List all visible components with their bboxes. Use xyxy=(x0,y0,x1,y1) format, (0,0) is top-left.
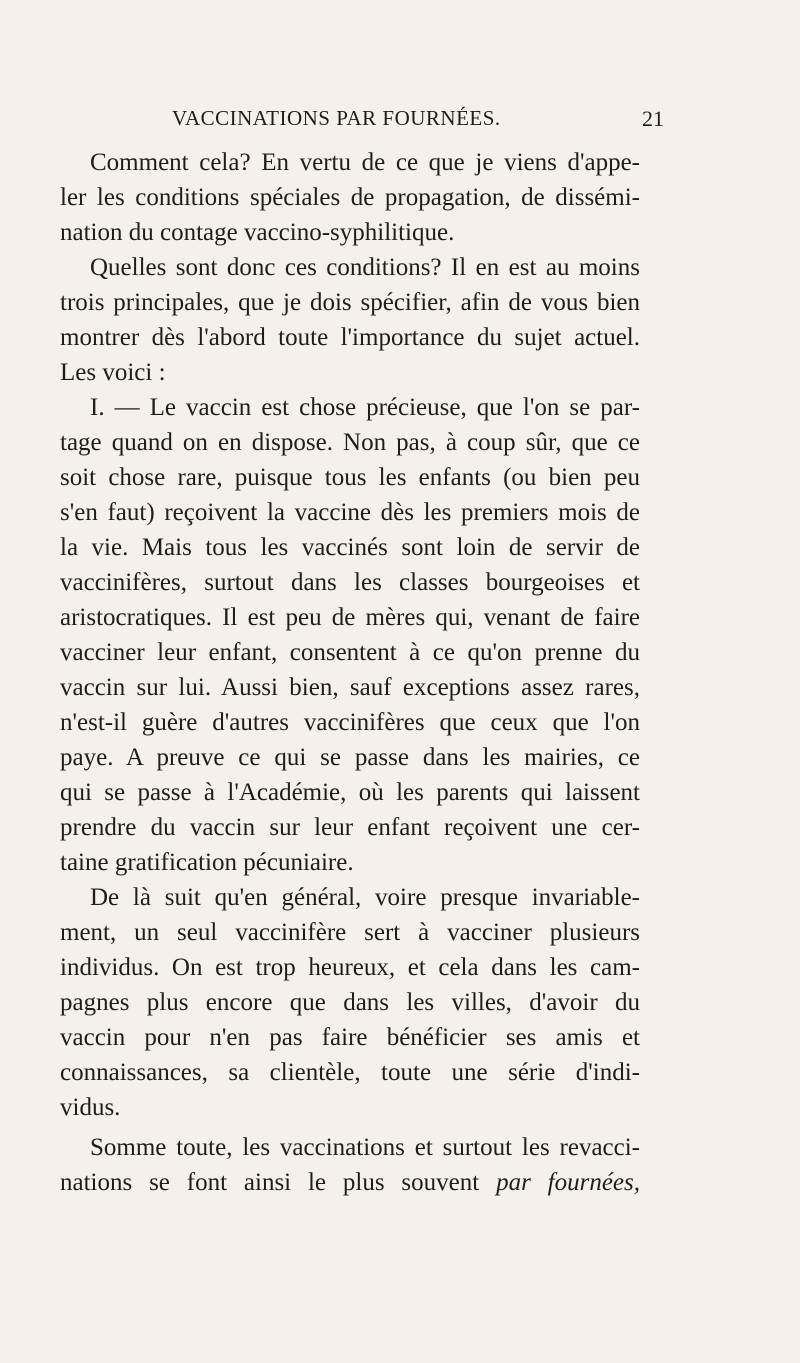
text-line-part: nations se font ainsi le plus souvent xyxy=(60,1169,480,1196)
running-title: VACCINATIONS PAR FOURNÉES. xyxy=(172,106,501,130)
text-line: Comment cela? En vertu de ce que je viens d'appe- xyxy=(90,149,640,176)
text-line: vacciner leur enfant, consentent à ce qu'on prenne du xyxy=(60,639,640,666)
text-line: individus. On est trop heureux, et cela dans les cam- xyxy=(60,954,640,981)
text-line: ment, un seul vaccinifère sert à vacciner plusieurs xyxy=(60,919,640,946)
text-line: trois principales, que je dois spécifier, afin de vous bien xyxy=(60,289,640,316)
text-line: pagnes plus encore que dans les villes, d'avoir du xyxy=(60,989,640,1016)
text-line: qui se passe à l'Académie, où les parents qui laissent xyxy=(60,779,640,806)
text-line: Somme toute, les vaccinations et surtout les revacci- xyxy=(90,1134,640,1161)
text-line: la vie. Mais tous les vaccinés sont loin de servir de xyxy=(60,534,640,561)
text-line: soit chose rare, puisque tous les enfants (ou bien peu xyxy=(60,464,640,491)
text-line: nation du contage vaccino-syphilitique. xyxy=(60,219,455,246)
text-line: aristocratiques. Il est peu de mères qui, venant de faire xyxy=(60,604,640,631)
text-line: connaissances, sa clientèle, toute une série d'indi- xyxy=(60,1059,640,1086)
text-line: Les voici : xyxy=(60,359,166,386)
running-head xyxy=(0,106,800,136)
text-line: taine gratification pécuniaire. xyxy=(60,849,354,876)
text-line: Quelles sont donc ces conditions? Il en est au moins xyxy=(90,254,640,281)
body-text xyxy=(60,145,640,1200)
text-line: paye. A preuve ce qui se passe dans les mairies, ce xyxy=(60,744,640,771)
text-line: vaccin sur lui. Aussi bien, sauf exceptions assez rares, xyxy=(60,674,640,701)
text-line: tage quand on en dispose. Non pas, à coup sûr, que ce xyxy=(60,429,640,456)
text-line: vaccinifères, surtout dans les classes bourgeoises et xyxy=(60,569,640,596)
text-line: De là suit qu'en général, voire presque invariable- xyxy=(90,884,640,911)
text-line: montrer dès l'abord toute l'importance du sujet actuel. xyxy=(60,324,640,351)
text-line-final xyxy=(60,1165,640,1200)
text-line: I. — Le vaccin est chose précieuse, que l'on se par- xyxy=(90,394,640,421)
text-line: ler les conditions spéciales de propagation, de dissémi- xyxy=(60,184,640,211)
text-line: s'en faut) reçoivent la vaccine dès les premiers mois de xyxy=(60,499,640,526)
italic-phrase: par fournées, xyxy=(496,1169,640,1196)
text-line: vidus. xyxy=(60,1094,121,1121)
page-number: 21 xyxy=(642,106,664,131)
text-line: prendre du vaccin sur leur enfant reçoivent une cer- xyxy=(60,814,640,841)
text-line: n'est-il guère d'autres vaccinifères que ceux que l'on xyxy=(60,709,640,736)
text-line: vaccin pour n'en pas faire bénéficier ses amis et xyxy=(60,1024,640,1051)
